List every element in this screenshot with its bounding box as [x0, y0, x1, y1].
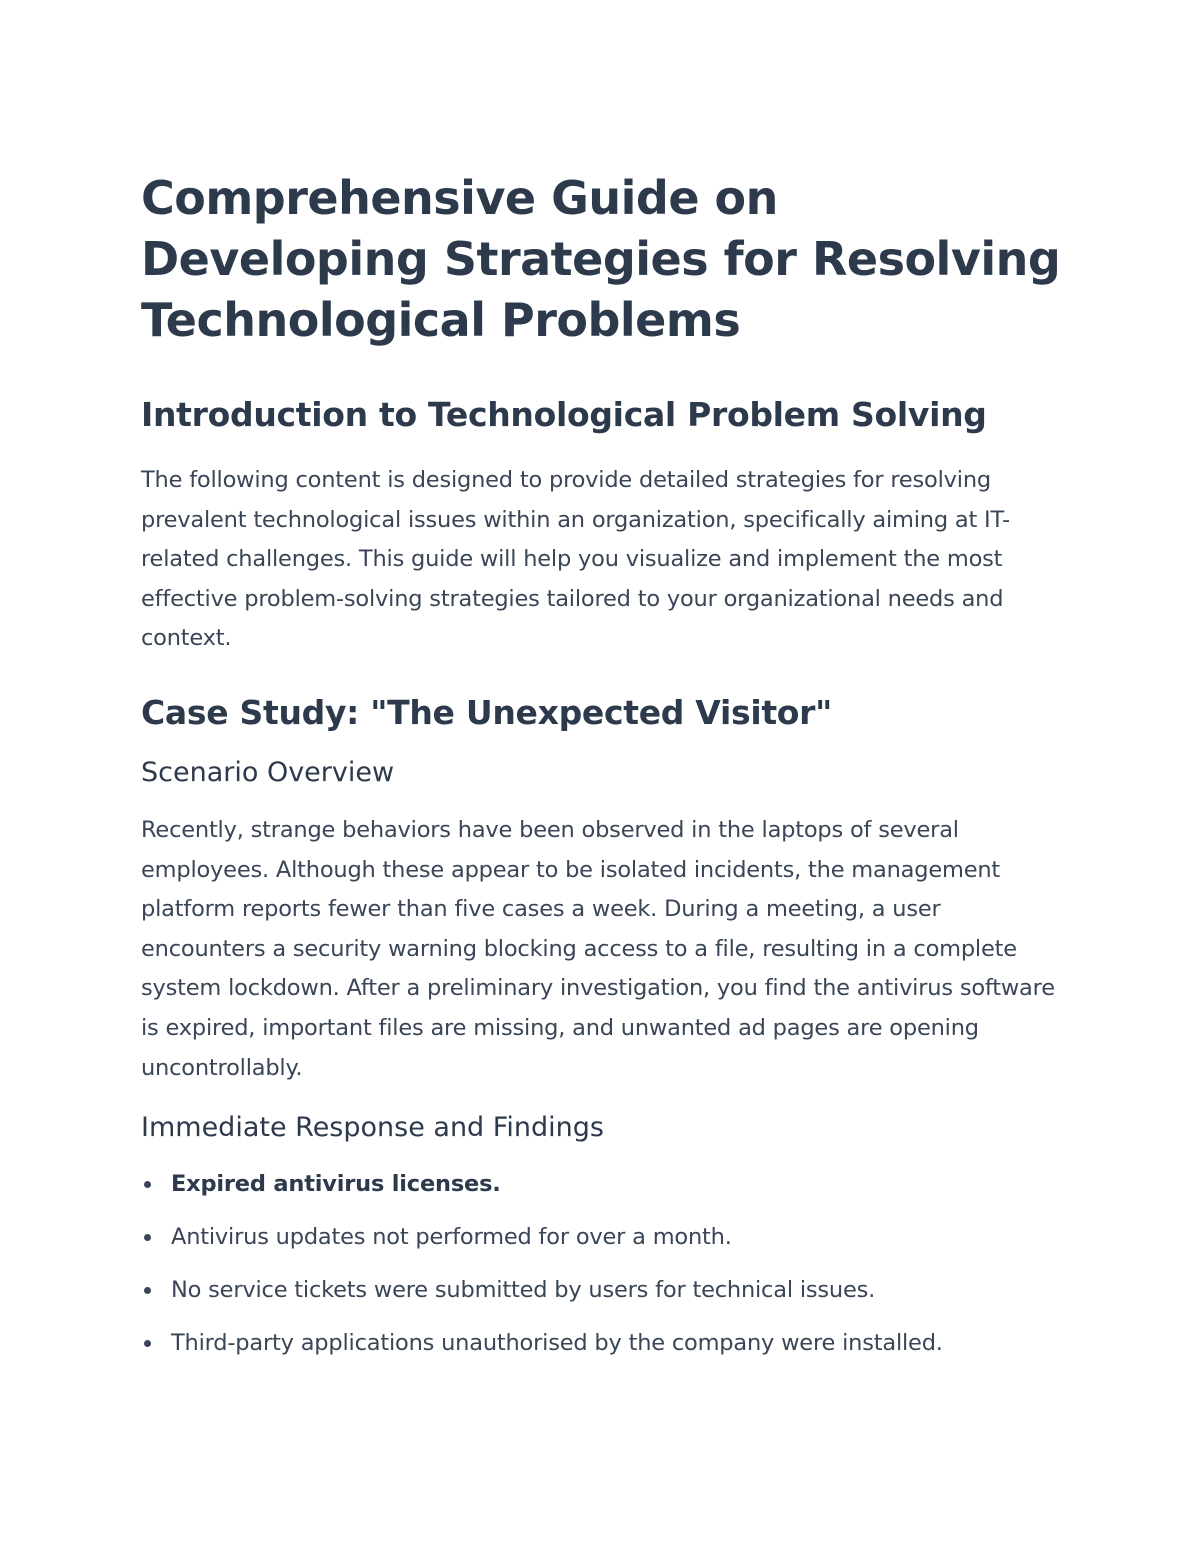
document-title: Comprehensive Guide on Developing Strategies for Resolving Technological Problems: [141, 171, 1061, 347]
list-item-text: No service tickets were submitted by users for technical issues.: [171, 1277, 876, 1304]
bullet-icon: [144, 1287, 151, 1294]
list-item-text: Third-party applications unauthorised by the company were installed.: [171, 1330, 943, 1357]
findings-heading: Immediate Response and Findings: [141, 1112, 604, 1144]
case-study-heading: Case Study: "The Unexpected Visitor": [141, 692, 833, 732]
scenario-heading: Scenario Overview: [141, 756, 395, 788]
intro-heading: Introduction to Technological Problem Solving: [141, 395, 987, 434]
intro-paragraph: The following content is designed to provide detailed strategies for resolving prevalent technological issues within an organization, specifically aiming at IT-related challenges. This guide will help you visualize and implement the most effective problem-solving strategies tailored to your organizational needs and context.: [141, 467, 1010, 652]
list-item-text: Expired antivirus licenses.: [171, 1171, 501, 1198]
bullet-icon: [144, 1340, 151, 1347]
bullet-icon: [144, 1181, 151, 1188]
bullet-icon: [144, 1234, 151, 1241]
scenario-paragraph: Recently, strange behaviors have been observed in the laptops of several employees. Although these appear to be isolated incidents, the management platform reports fewer than five cases a week. During a meeting, a user encounters a security warning blocking access to a file, resulting in a complete system lockdown. After a preliminary investigation, you find the antivirus software is expired, important files are missing, and unwanted ad pages are opening uncontrollably.: [141, 816, 1055, 1081]
findings-list: [141, 1168, 1070, 1359]
case-study-section: [141, 691, 1070, 1359]
intro-section: [141, 393, 1070, 659]
list-item-text: Antivirus updates not performed for over a month.: [171, 1224, 732, 1251]
list-item: [141, 1274, 1070, 1306]
list-item: [141, 1327, 1070, 1359]
list-item: [141, 1221, 1070, 1253]
list-item: [141, 1168, 1070, 1200]
